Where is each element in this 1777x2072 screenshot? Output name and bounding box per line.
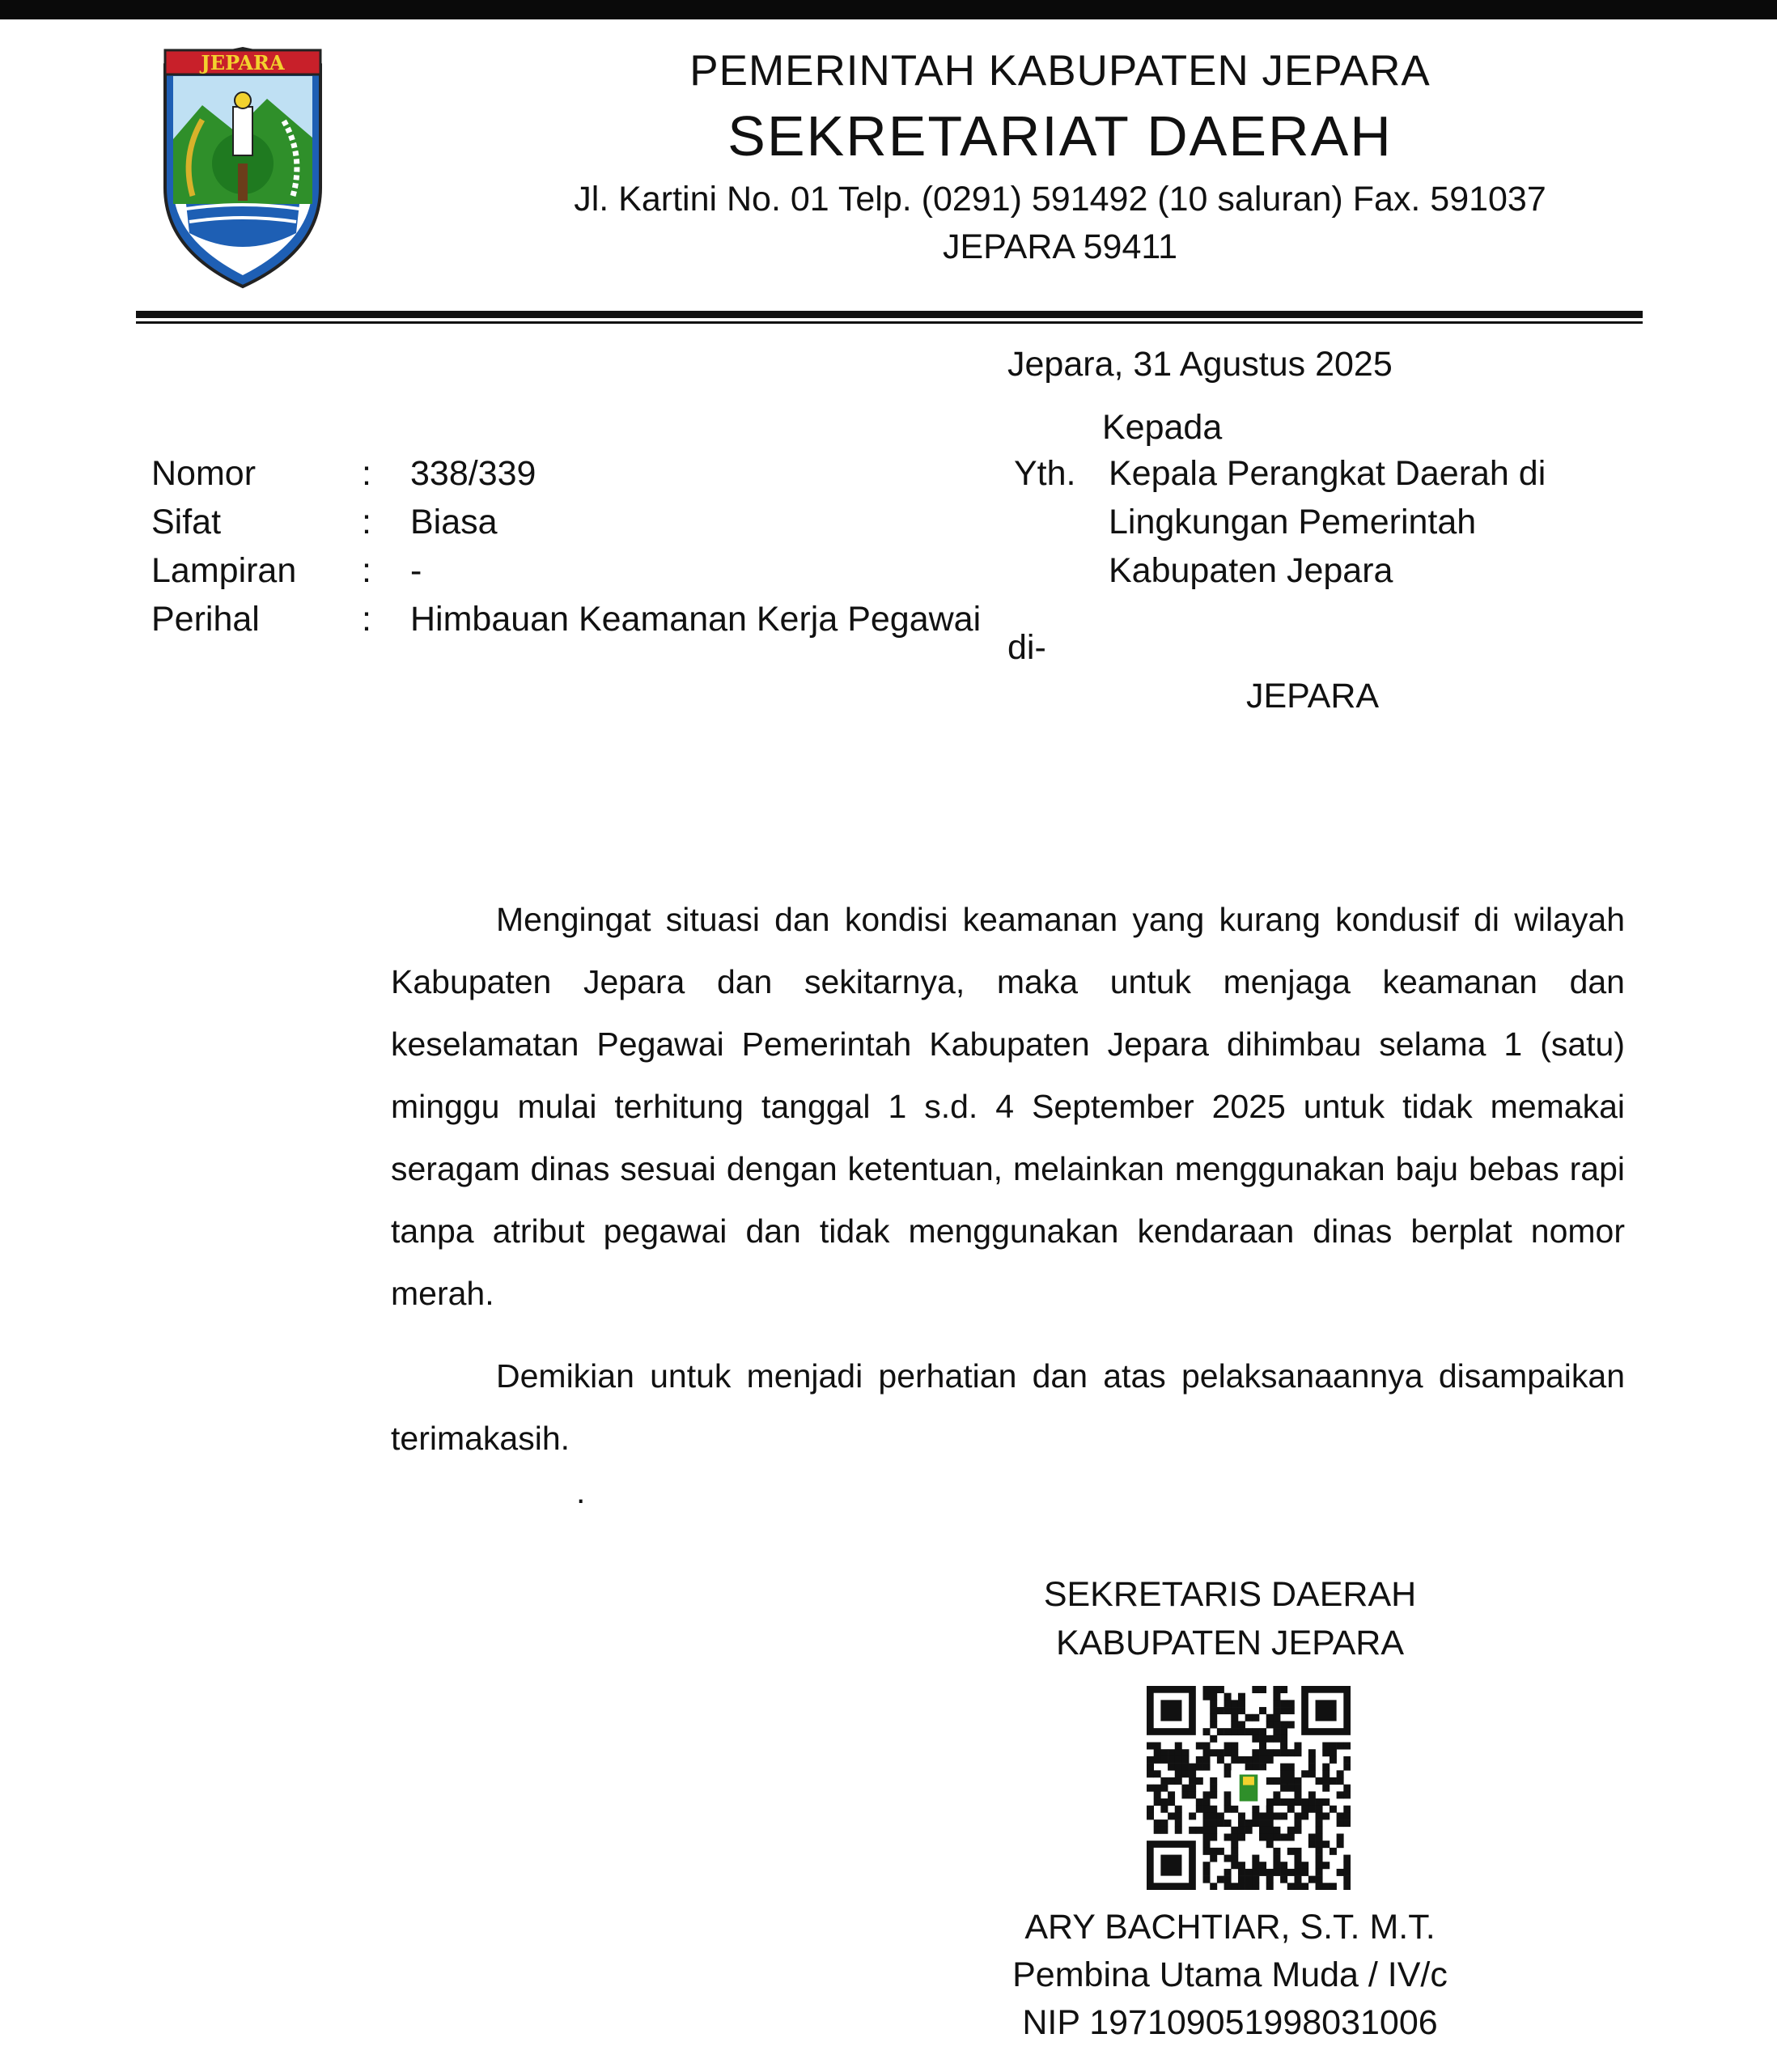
jepara-coat-of-arms-logo: [154, 42, 332, 293]
addressee-line: Kabupaten Jepara: [1109, 551, 1393, 590]
signature-title-line: KABUPATEN JEPARA: [1055, 1624, 1405, 1662]
signature-title-line: SEKRETARIS DAERAH: [1043, 1575, 1417, 1614]
addressee-block: [1109, 449, 1546, 595]
meta-key: Nomor: [151, 454, 257, 493]
addressee-line: Kepala Perangkat Daerah di: [1109, 454, 1546, 493]
letterhead: [437, 42, 1683, 270]
meta-value: 338/339: [410, 454, 536, 493]
meta-value: Himbauan Keamanan Kerja Pegawai: [410, 600, 982, 639]
meta-key: Sifat: [151, 503, 222, 541]
signer-rank: Pembina Utama Muda / IV/c: [1012, 1955, 1448, 1994]
letterhead-divider-thin: [136, 321, 1643, 324]
letterhead-office: SEKRETARIAT DAERAH: [727, 104, 1393, 168]
signature-title: [955, 1570, 1505, 1667]
signer-nip: NIP 197109051998031006: [1022, 2003, 1438, 2042]
addressee-line: Lingkungan Pemerintah: [1109, 503, 1477, 541]
letter-date: Jepara, 31 Agustus 2025: [1007, 345, 1393, 384]
meta-colon: :: [362, 600, 371, 639]
meta-colon: :: [362, 503, 371, 541]
meta-value: -: [410, 551, 422, 590]
addressee-yth: Yth.: [1014, 454, 1076, 493]
meta-colon: :: [362, 551, 371, 590]
signer-block: [955, 1904, 1505, 2047]
logo-ribbon-text: JEPARA: [201, 51, 285, 74]
stray-dot: .: [576, 1473, 586, 1510]
e-signature-qr-code: [1147, 1686, 1351, 1890]
letterhead-city: JEPARA 59411: [942, 227, 1178, 266]
signer-name: ARY BACHTIAR, S.T. M.T.: [1024, 1908, 1436, 1947]
addressee-city: JEPARA: [1246, 677, 1380, 715]
meta-value: Biasa: [410, 503, 498, 541]
addressee-kepada: Kepada: [1102, 408, 1223, 447]
letterhead-divider-thick: [136, 311, 1643, 318]
meta-key: Perihal: [151, 600, 260, 639]
body-paragraph: Demikian untuk menjadi perhatian dan atas pelaksanaannya disampaikan terimakasih.: [391, 1357, 1625, 1457]
meta-colon: :: [362, 454, 371, 493]
letterhead-address: Jl. Kartini No. 01 Telp. (0291) 591492 (10 saluran) Fax. 591037: [574, 180, 1546, 219]
meta-key: Lampiran: [151, 551, 297, 590]
letter-body: [391, 889, 1625, 1470]
top-edge-bar: [0, 0, 1777, 19]
letterhead-government: PEMERINTAH KABUPATEN JEPARA: [689, 47, 1431, 95]
addressee-di: di-: [1007, 628, 1046, 667]
body-paragraph: Mengingat situasi dan kondisi keamanan yang kurang kondusif di wilayah Kabupaten Jepara dan sekitarnya, maka untuk menjaga keamanan dan keselamatan Pegawai Pemerintah Kabupaten Jepara dihimbau selama 1 (satu) minggu mulai terhitung tanggal 1 s.d. 4 September 2025 untuk tidak memakai seragam dinas sesuai dengan ketentuan, melainkan menggunakan baju bebas rapi tanpa atribut pegawai dan tidak menggunakan kendaraan dinas berplat nomor merah.: [391, 901, 1625, 1312]
